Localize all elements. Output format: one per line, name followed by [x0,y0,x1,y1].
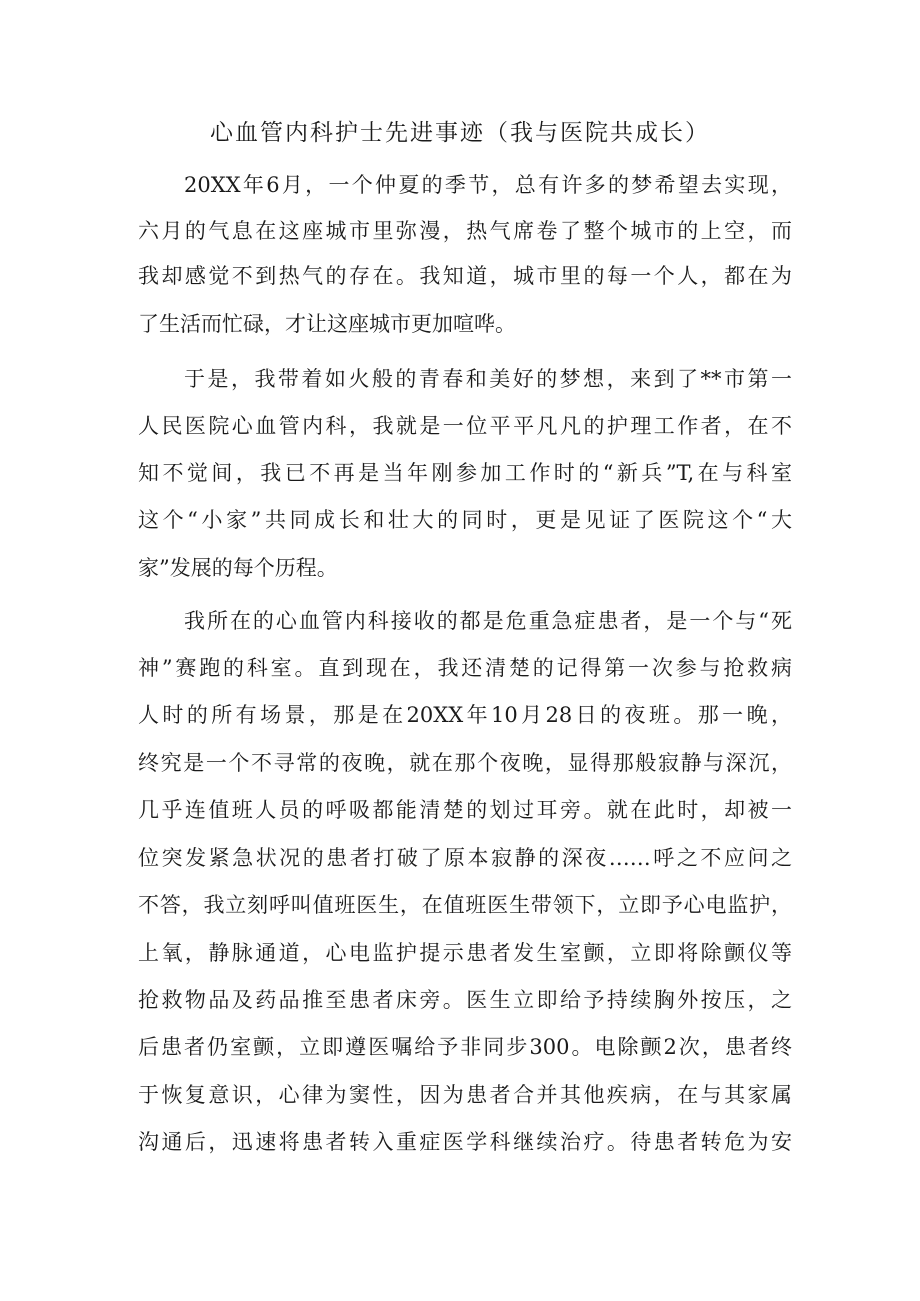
text-line: 20XX年6月，一个仲夏的季节，总有许多的梦希望去实现， [184,173,792,197]
text-line: 人时的所有场景，那是在20XX年10月28日的夜班。那一晚， [138,703,792,727]
text-line: 人民医院心血管内科，我就是一位平平凡凡的护理工作者，在不 [138,414,792,438]
document-title: 心血管内科护士先进事迹（我与医院共成长） [210,120,710,146]
text-line: 神”赛跑的科室。直到现在，我还清楚的记得第一次参与抢救病 [138,656,792,680]
text-line: 六月的气息在这座城市里弥漫，热气席卷了整个城市的上空，而 [138,219,792,243]
text-line: 这个“小家”共同成长和壮大的同时，更是见证了医院这个“大 [138,508,792,532]
text-line: 上氧，静脉通道，心电监护提示患者发生室颤，立即将除颤仪等 [138,941,792,965]
text-line: 几乎连值班人员的呼吸都能清楚的划过耳旁。就在此时，却被一 [138,798,792,822]
text-line: 于恢复意识，心律为窦性，因为患者合并其他疾病，在与其家属 [138,1083,792,1107]
text-line: 抢救物品及药品推至患者床旁。医生立即给予持续胸外按压，之 [138,988,792,1012]
text-line: 后患者仍室颤，立即遵医嘱给予非同步300。电除颤2次，患者终 [138,1035,792,1059]
text-line: 不答，我立刻呼叫值班医生，在值班医生带领下，立即予心电监护， [138,893,792,917]
text-line: 了生活而忙碌，才让这座城市更加喧哗。 [138,312,516,336]
text-line: 我却感觉不到热气的存在。我知道，城市里的每一个人，都在为 [138,264,792,288]
text-line: 终究是一个不寻常的夜晚，就在那个夜晚，显得那般寂静与深沉， [138,751,792,775]
text-line: 沟通后，迅速将患者转入重症医学科继续治疗。待患者转危为安 [138,1130,792,1154]
text-line: 我所在的心血管内科接收的都是危重急症患者，是一个与“死 [184,609,792,633]
text-line: 位突发紧急状况的患者打破了原本寂静的深夜……呼之不应问之 [138,846,792,870]
text-line: 知不觉间，我已不再是当年刚参加工作时的“新兵”T,在与科室 [138,461,792,485]
text-line: 家”发展的每个历程。 [138,556,338,580]
text-line: 于是，我带着如火般的青春和美好的梦想，来到了**市第一 [184,367,792,391]
